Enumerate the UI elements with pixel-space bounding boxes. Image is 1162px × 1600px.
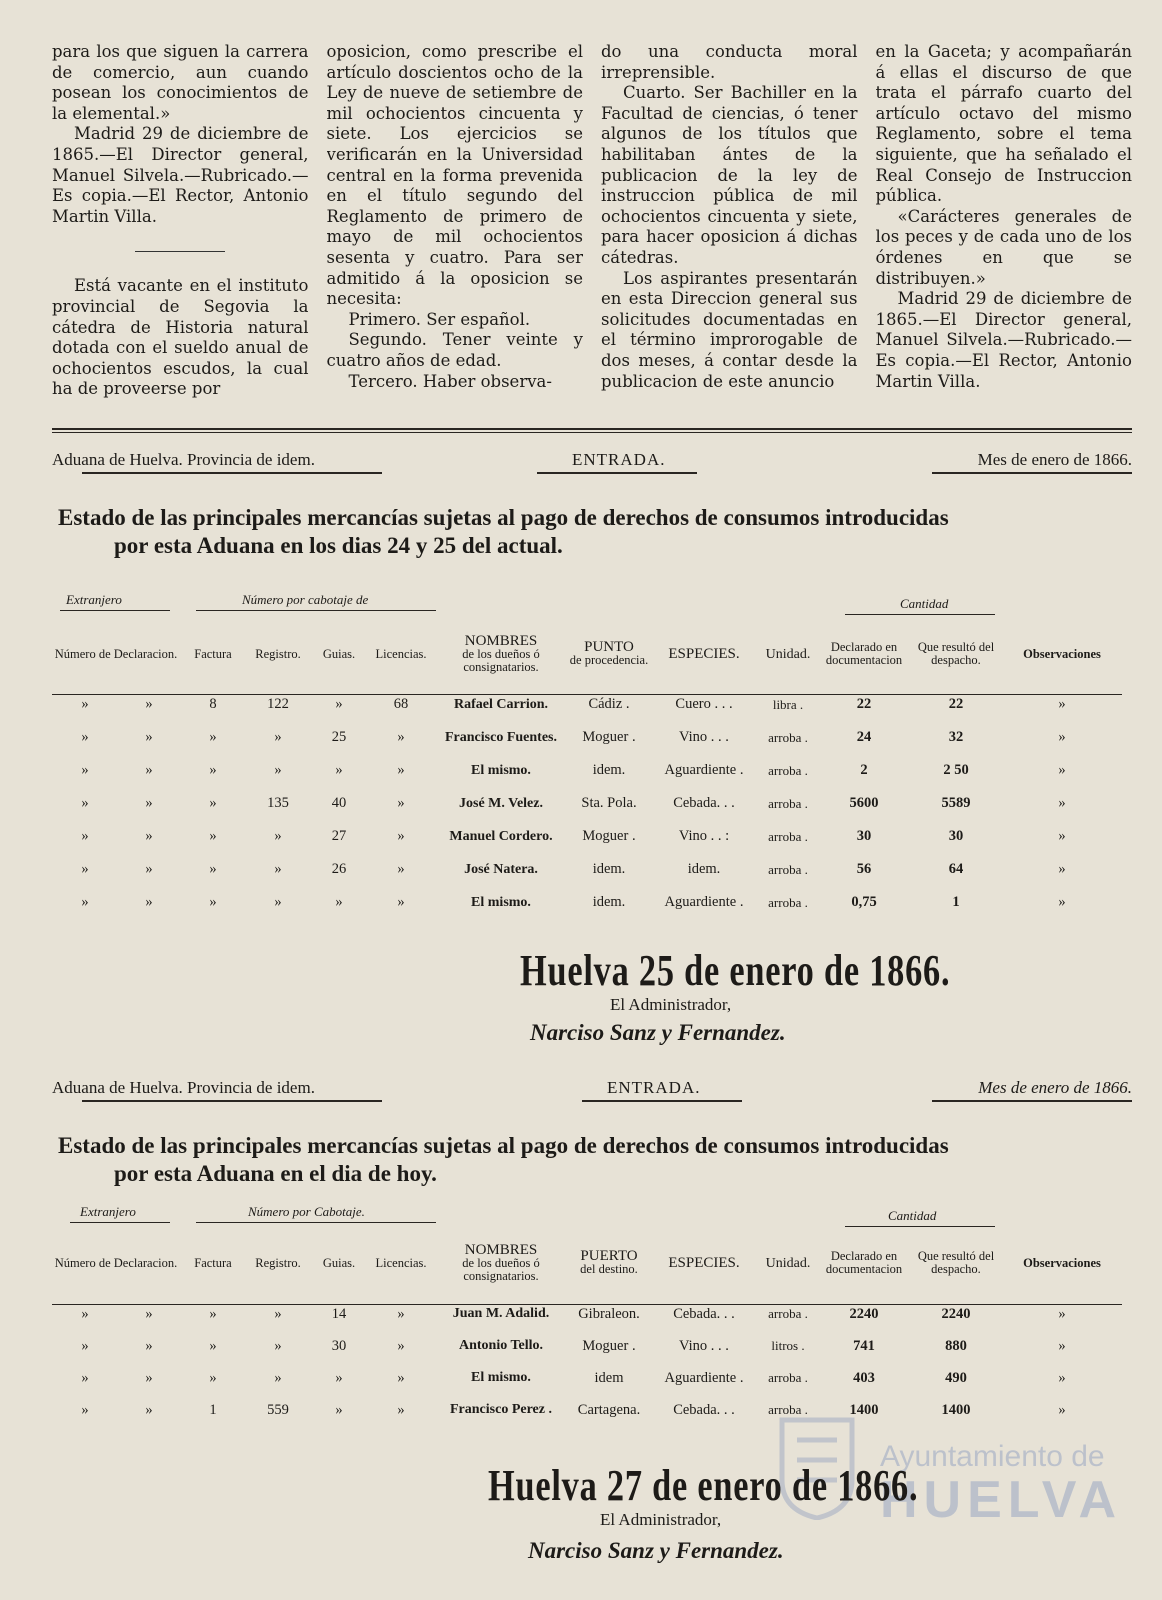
table-cell: » [209,762,217,778]
column-paragraph: Primero. Ser español. [348,309,531,329]
table-cell: Rafael Carrion. [453,696,549,712]
col-punto: PUNTO de procedencia. [569,639,649,667]
table-cell: » [145,828,153,844]
section1-title-line2: por esta Aduana en los dias 24 y 25 del actual. [114,533,563,558]
table-cell: » [1058,795,1066,811]
section2-header-left: Aduana de Huelva. Provincia de idem. [52,1078,315,1097]
table-cell: » [145,1369,153,1386]
table-cell: » [335,696,343,712]
table-cell: » [81,729,89,745]
table-cell: » [209,1337,217,1354]
group-cantidad-2: Cantidad [888,1208,937,1223]
table-cell: Moguer . [582,1337,636,1354]
table-cell: Moguer . [582,729,636,745]
table-cell: » [145,861,153,877]
table-row [52,787,1122,820]
table-cell: » [81,762,89,778]
table-cell: José M. Velez. [459,795,543,811]
table-cell: » [81,1305,89,1322]
table-row [52,820,1122,853]
section2-title [58,1132,1118,1188]
col-num-declaracion: Número de Declaracion. [54,646,178,661]
table-row [52,886,1122,919]
table-cell: 135 [267,795,289,811]
section2-title-line1: Estado de las principales mercancías sujetas al pago de derechos de consumos introducidas [58,1133,949,1158]
table-cell: idem. [687,861,721,877]
text-column-1 [52,42,309,414]
table-cell: 490 [945,1369,967,1386]
column-paragraph: Los aspirantes presentarán en esta Direccion general sus solicitudes documentadas en el término improrogable de dos meses, á contar desde la publicacion de este anuncio [601,268,858,391]
table-cell: 30 [948,828,964,844]
table-cell: » [145,1401,153,1418]
table-cell: » [209,1369,217,1386]
table-cell: 68 [393,696,409,712]
table-cell: arroba . [768,1370,808,1385]
table-cell: Moguer . [582,828,636,844]
table-cell: » [209,729,217,745]
table-cell: Vino . . . [679,729,729,745]
col-resulto: Que resultó del despacho. [917,640,995,667]
table-row [52,721,1122,754]
table-cell: 122 [267,696,289,712]
col-nombres: NOMBRES de los dueños ó consignatarios. [462,632,540,674]
table-cell: » [1058,828,1066,844]
text-column-2 [327,42,584,414]
col2-licencias: Licencias. [375,1255,427,1270]
table-cell: Gibraleon. [578,1305,640,1322]
table-cell: » [397,1305,405,1322]
table-cell: 559 [267,1401,289,1418]
table-cell: » [1058,762,1066,778]
table-cell: » [397,894,405,910]
table-cell: El mismo. [471,894,531,910]
table-cell: 26 [331,861,347,877]
table-cell: » [397,828,405,844]
table-cell: » [1058,696,1066,712]
table-cell: » [1058,1369,1066,1386]
column-paragraph: Segundo. Tener veinte y cuatro años de edad. [326,330,583,370]
table-cell: idem. [592,861,626,877]
table-cell: » [1058,1401,1066,1418]
table-cell: Juan M. Adalid. [452,1306,550,1321]
table-cell: idem. [592,894,626,910]
table-cell: » [209,861,217,877]
table-cell: arroba . [768,1306,808,1321]
table-cell: » [1058,729,1066,745]
col-unidad: Unidad. [765,646,811,662]
table-cell: » [274,762,282,778]
column-paragraph: oposicion, como prescribe el artículo doscientos ocho de la Ley de nueve de setiembre de mil ochocientos cincuenta y siete. Los ejercicios se verificarán en la Universidad central en la forma prevenida en el título segundo del Reglamento de primero de mayo de mil ochocientos sesenta y cuatro. Para ser admitido á la oposicion se necesita: [326,42,583,309]
section1-city-date: Huelva 25 de enero de 1866. [520,946,951,995]
section1-header [52,450,1132,476]
table-cell: » [335,1369,343,1386]
table-cell: » [81,1369,89,1386]
table-cell: » [81,894,89,910]
section1-signature-name: Narciso Sanz y Fernandez. [530,1020,786,1045]
table-cell: arroba . [768,1402,808,1417]
section1-title [58,504,1118,560]
col-licencias: Licencias. [375,646,427,661]
col-declarado: Declarado en documentacion [825,640,903,667]
table-cell: arroba . [768,729,808,745]
group-cabotaje-1: Número por cabotaje de [242,592,369,607]
table-cell: 24 [856,729,872,745]
table-cell: Manuel Cordero. [449,828,553,844]
section-divider-thin [52,432,1132,433]
table-cell: 8 [209,696,217,712]
text-column-3 [601,42,858,414]
table-cell: litros . [771,1338,805,1353]
table-cell: 5589 [941,795,971,811]
table-cell: 30 [856,828,872,844]
table-cell: Cuero . . . [675,696,733,712]
table-row [52,1330,1122,1362]
table-cell: idem [594,1369,624,1386]
table-cell: » [81,696,89,712]
section2-signature-name: Narciso Sanz y Fernandez. [528,1538,784,1563]
table-cell: arroba . [768,828,808,844]
section-divider [52,428,1132,430]
table-cell: » [81,795,89,811]
section2-city-date: Huelva 27 de enero de 1866. [488,1461,919,1510]
table-cell: » [397,861,405,877]
table-cell: 22 [948,696,964,712]
table-cell: » [209,795,217,811]
table-cell: 2 [860,762,868,778]
table-cell: » [397,729,405,745]
column-paragraph: Madrid 29 de diciembre de 1865.—El Director general, Manuel Silvela.—Rubricado.—Es copia.—El Rector, Antonio Martin Villa. [52,124,309,226]
section1-title-line1: Estado de las principales mercancías sujetas al pago de derechos de consumos introducidas [58,505,949,530]
table-cell: » [81,1337,89,1354]
col-observaciones: Observaciones [1023,646,1101,661]
col-guias: Guias. [322,646,356,661]
table-cell: El mismo. [471,1370,531,1385]
section2-title-line2: por esta Aduana en el dia de hoy. [114,1161,437,1186]
table-cell: 1400 [849,1401,879,1418]
table-cell: 14 [331,1305,347,1322]
table-cell: Aguardiente . [664,762,744,778]
table-cell: Francisco Perez . [450,1402,552,1417]
text-column-4 [876,42,1133,414]
table-cell: » [145,894,153,910]
table-cell: » [1058,1337,1066,1354]
table-cell: Cartagena. [577,1401,641,1418]
col2-resulto: Que resultó del despacho. [917,1249,995,1276]
table-cell: » [397,762,405,778]
section1-header-left: Aduana de Huelva. Provincia de idem. [52,450,315,469]
section2-header-center: ENTRADA. [607,1078,701,1097]
table-cell: » [335,894,343,910]
col-registro: Registro. [255,646,301,661]
table-cell: » [209,894,217,910]
table-cell: » [81,1401,89,1418]
section1-table [52,620,1122,919]
table-cell: 741 [853,1337,875,1354]
table-cell: 64 [948,861,964,877]
table-cell: 25 [331,729,347,745]
section1-header-center: ENTRADA. [572,450,666,469]
table-cell: 1 [209,1401,217,1418]
group-cantidad-1: Cantidad [900,596,949,611]
table-cell: Francisco Fuentes. [445,729,557,745]
table-cell: Vino . . : [678,828,730,844]
col2-puerto: PUERTO del destino. [580,1248,638,1276]
table-cell: Cebada. . . [673,1401,735,1418]
table-cell: » [145,1305,153,1322]
table-cell: » [397,795,405,811]
table-cell: 22 [856,696,872,712]
section1-header-right: Mes de enero de 1866. [977,450,1132,469]
table-cell: » [145,1337,153,1354]
column-paragraph: «Carácteres generales de los peces y de cada uno de los órdenes en que se distribuyen.» [875,206,1132,288]
section2-header [52,1078,1132,1104]
table-cell: 40 [331,795,347,811]
table-cell: 880 [945,1337,967,1354]
col2-declarado: Declarado en documentacion [825,1249,903,1276]
table-row [52,754,1122,787]
column-paragraph: do una conducta moral irreprensible. [601,42,858,82]
table-cell: 32 [948,729,964,745]
col2-factura: Factura [194,1255,232,1270]
column-paragraph: Tercero. Haber observa- [348,371,552,391]
table-cell: José Natera. [464,861,538,877]
table-cell: Vino . . . [679,1337,729,1354]
table-cell: » [274,861,282,877]
table-cell: Cebada. . . [673,1305,735,1322]
section2-role: El Administrador, [600,1510,722,1529]
section1-role: El Administrador, [610,995,732,1014]
column-paragraph: Cuarto. Ser Bachiller en la Facultad de ciencias, ó tener algunos de los títulos que habilitaban ántes de la publicacion de la ley de instruccion pública de mil ochocientos cincuenta y siete, para hacer oposicion á dichas cátedras. [601,83,858,267]
table-cell: Sta. Pola. [581,795,637,811]
table-cell: » [209,1305,217,1322]
table-cell: 2 50 [943,762,969,778]
table-cell: libra . [772,696,804,712]
col-factura: Factura [194,646,232,661]
column-paragraph: Madrid 29 de diciembre de 1865.—El Director general, Manuel Silvela.—Rubricado.—Es copia.—El Rector, Antonio Martin Villa. [875,289,1132,391]
table-cell: » [81,861,89,877]
table-cell: 30 [331,1337,347,1354]
watermark-line1: Ayuntamiento de [880,1440,1105,1473]
col2-especies: ESPECIES. [668,1254,740,1271]
col2-observaciones: Observaciones [1023,1255,1101,1270]
col2-unidad: Unidad. [765,1255,811,1271]
table-cell: » [209,828,217,844]
table-cell: » [145,762,153,778]
group-extranjero-1: Extranjero [66,592,122,607]
column-paragraph: en la Gaceta; y acompañarán á ellas el discurso de que trata el párrafo cuarto del artículo octavo del mismo Reglamento, sobre el tema siguiente, que ha señalado el Real Consejo de Instruccion pública. [875,42,1132,206]
column-separator [135,251,225,252]
table-cell: 1400 [941,1401,971,1418]
table-cell: » [397,1369,405,1386]
table-cell: 56 [856,861,872,877]
table-cell: Cádiz . [588,696,630,712]
table-cell: 403 [853,1369,875,1386]
table-cell: » [81,828,89,844]
watermark-line2: HUELVA [880,1471,1123,1529]
table-cell: arroba . [768,894,808,910]
table-cell: » [274,1305,282,1322]
table-cell: » [274,894,282,910]
table-row [52,1298,1122,1330]
col2-num-declaracion: Número de Declaracion. [54,1255,178,1270]
table-cell: 2240 [941,1305,971,1322]
table-cell: arroba . [768,861,808,877]
table-cell: » [335,762,343,778]
col2-nombres: NOMBRES de los dueños ó consignatarios. [462,1241,540,1283]
table-cell: » [1058,861,1066,877]
table-row [52,1394,1122,1426]
group-cabotaje-2: Número por Cabotaje. [248,1204,365,1219]
table-cell: Aguardiente . [664,894,744,910]
table-cell: El mismo. [471,762,531,778]
table-cell: 0,75 [851,894,877,910]
table-row [52,853,1122,886]
table-cell: » [397,1337,405,1354]
table-cell: 27 [331,828,347,844]
col2-guias: Guias. [322,1255,356,1270]
table-cell: Aguardiente . [664,1369,744,1386]
table-cell: » [1058,1305,1066,1322]
group-extranjero-2: Extranjero [80,1204,136,1219]
column-paragraph: Está vacante en el instituto provincial de Segovia la cátedra de Historia natural dotada con el sueldo anual de ochocientos escudos, la cual ha de proveerse por [52,276,309,399]
section2-header-right: Mes de enero de 1866. [978,1078,1132,1097]
table-cell: idem. [592,762,626,778]
table-cell: » [1058,894,1066,910]
table-row [52,688,1122,721]
col2-registro: Registro. [255,1255,301,1270]
text-columns [52,42,1132,414]
table-row [52,1362,1122,1394]
table-cell: Cebada. . . [673,795,735,811]
table-cell: arroba . [768,762,808,778]
table-cell: 5600 [849,795,879,811]
table-cell: » [145,795,153,811]
table-cell: » [274,729,282,745]
table-cell: » [335,1401,343,1418]
table-cell: » [274,828,282,844]
table-cell: » [397,1401,405,1418]
table-cell: Antonio Tello. [458,1338,544,1353]
col-especies: ESPECIES. [668,645,740,662]
table-cell: 2240 [849,1305,879,1322]
table-cell: » [145,696,153,712]
table-cell: arroba . [768,795,808,811]
table-cell: 1 [952,894,960,910]
column-paragraph: para los que siguen la carrera de comercio, aun cuando posean los conocimientos de la elemental.» [52,42,309,123]
table-cell: » [274,1337,282,1354]
table-cell: » [145,729,153,745]
section2-table [52,1228,1122,1426]
table-cell: » [274,1369,282,1386]
